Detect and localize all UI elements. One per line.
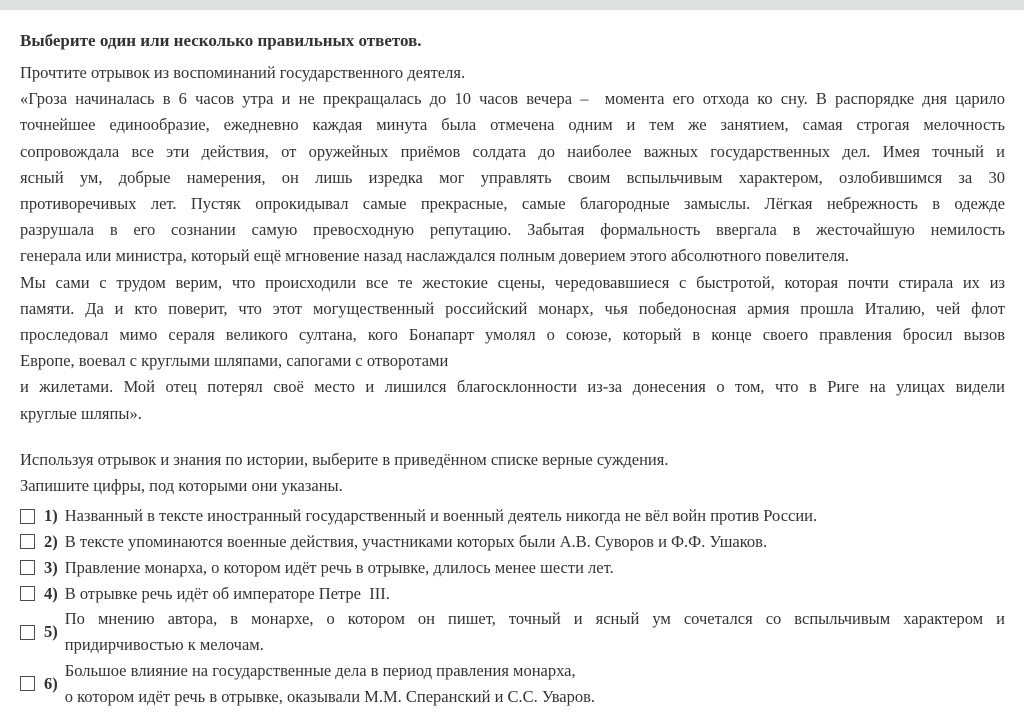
text-line: «Гроза начиналась в 6 часов утра и не прекращалась до 10 часов вечера – момента его отхода ко сну. В распорядке дня царило — [20, 89, 1005, 109]
option-text — [65, 581, 1005, 607]
text-line: проследовал мимо сераля великого султана, кого Бонапарт умолял о союзе, который в конце своего правления бросил вызов — [20, 325, 1005, 345]
text-line: разрушала в его сознании самую превосходную репутацию. Забытая формальность ввергала в жесточайшую немилость — [20, 220, 1005, 240]
text-line: В отрывке речь идёт об императоре Петре III. — [64, 583, 390, 603]
text-line: противоречивых лет. Пустяк опрокидывал самые прекрасные, самые благородные замыслы. Лёгкая небрежность в одежде — [20, 194, 1005, 214]
text-line: придирчивостью к мелочам. — [64, 635, 264, 655]
text-line: В тексте упоминаются военные действия, участниками которых были А.В. Суворов и Ф.Ф. Ушаков. — [64, 532, 768, 552]
answer-option-row — [20, 555, 1005, 581]
option-text — [65, 555, 1005, 581]
passage-text — [20, 60, 1005, 427]
text-line: о котором идёт речь в отрывке, оказывали М.М. Сперанский и С.С. Уваров. — [64, 686, 596, 706]
text-line: Запишите цифры, под которыми они указаны. — [20, 476, 343, 496]
option-checkbox[interactable] — [20, 625, 35, 640]
text-line: Мы сами с трудом верим, что происходили все те жестокие сцены, чередовавшиеся с быстротой, которая почти стирала их из — [20, 272, 1005, 292]
text-line: Используя отрывок и знания по истории, выберите в приведённом списке верные суждения. — [20, 449, 669, 469]
answer-option-row — [20, 503, 1005, 529]
answer-option-row — [20, 581, 1005, 607]
text-line: ясный ум, добрые намерения, он лишь изредка мог управлять своим вспыльчивым характером, озлобившимся за 30 — [20, 167, 1005, 187]
text-line: точнейшее единообразие, ежедневно каждая минута была отмечена одним и тем же занятием, самая строгая мелочность — [20, 115, 1005, 135]
question-content — [20, 28, 1005, 710]
option-number: 1) — [44, 506, 58, 526]
text-line: сопровождала все эти действия, от оружейных приёмов солдата до наиболее важных государственных дел. Имея точный и — [20, 141, 1005, 161]
option-text — [65, 606, 1005, 658]
option-number: 2) — [44, 531, 58, 551]
text-line: Названный в тексте иностранный государственный и военный деятель никогда не вёл войн против России. — [64, 506, 818, 526]
option-number: 6) — [44, 673, 58, 693]
text-line: генерала или министра, который ещё мгновение назад наслаждался полным доверием этого абсолютного повелителя. — [20, 246, 850, 266]
option-text — [65, 529, 1005, 555]
option-number: 3) — [44, 557, 58, 577]
passage-intro: Прочтите отрывок из воспоминаний государственного деятеля. — [20, 63, 466, 82]
text-line: круглые шляпы». — [20, 403, 142, 423]
option-checkbox[interactable] — [20, 560, 35, 575]
option-checkbox[interactable] — [20, 676, 35, 691]
answer-option-row — [20, 606, 1005, 658]
text-line: Большое влияние на государственные дела в период правления монарха, — [64, 661, 576, 681]
answer-options-list — [20, 503, 1005, 709]
text-line: Европе, воевал с круглыми шляпами, сапогами с отворотами — [20, 351, 449, 371]
answer-option-row — [20, 529, 1005, 555]
passage-quote — [20, 86, 1005, 427]
option-checkbox[interactable] — [20, 509, 35, 524]
text-line: памяти. Да и кто поверит, что этот могущественный российский монарх, чья победоносная армия прошла Италию, чей флот — [20, 298, 1005, 318]
option-checkbox[interactable] — [20, 534, 35, 549]
option-number: 4) — [44, 583, 58, 603]
option-text — [65, 503, 1005, 529]
answer-option-row — [20, 658, 1005, 710]
option-checkbox[interactable] — [20, 586, 35, 601]
text-line: Правление монарха, о котором идёт речь в отрывке, длилось менее шести лет. — [64, 557, 614, 577]
question-instruction-title: Выберите один или несколько правильных ответов. — [20, 31, 422, 50]
text-line: По мнению автора, в монархе, о котором он пишет, точный и ясный ум сочетался со вспыльчивым характером и — [64, 609, 1005, 629]
top-border-bar — [0, 0, 1024, 10]
option-text — [65, 658, 1005, 710]
option-number: 5) — [44, 622, 58, 642]
task-instructions — [20, 447, 1005, 499]
text-line: и жилетами. Мой отец потерял своё место и лишился благосклонности из-за донесения о том, что в Риге на улицах видели — [20, 377, 1005, 397]
